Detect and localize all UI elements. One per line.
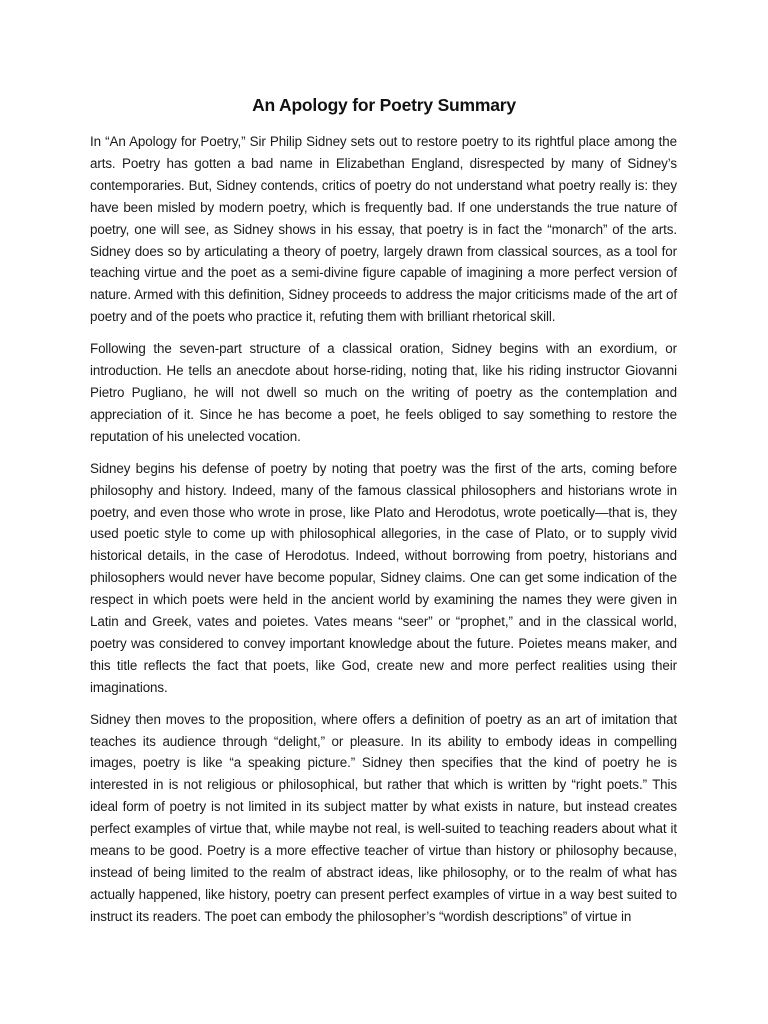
page-title: An Apology for Poetry Summary bbox=[252, 95, 516, 115]
paragraph-4: Sidney then moves to the proposition, where offers a definition of poetry as an art of imitation that teaches its audience through “delight,” or pleasure. In its ability to embody ideas in compelling images, poetry is like “a speaking picture.” Sidney then specifies that the kind of poetry he is interested in is not religious or philosophical, but rather that which is written by “right poets.” This ideal form of poetry is not limited in its subject matter by what exists in nature, but instead creates perfect examples of virtue that, while maybe not real, is well-suited to teaching readers about what it means to be good. Poetry is a more effective teacher of virtue than history or philosophy because, instead of being limited to the realm of abstract ideas, like philosophy, or to the realm of what has actually happened, like history, poetry can present perfect examples of virtue in a way best suited to instruct its readers. The poet can embody the philosopher’s “wordish descriptions” of virtue in bbox=[90, 711, 677, 924]
paragraph-2: Following the seven-part structure of a classical oration, Sidney begins with an exordium, or introduction. He tells an anecdote about horse-riding, noting that, like his riding instructor Giovanni Pietro Pugliano, he will not dwell so much on the writing of poetry as the contemplation and appreciation of it. Since he has become a poet, he feels obliged to say something to restore the reputation of his unelected vocation. bbox=[90, 341, 677, 444]
document-body bbox=[90, 131, 677, 938]
paragraph-3: Sidney begins his defense of poetry by noting that poetry was the first of the arts, coming before philosophy and history. Indeed, many of the famous classical philosophers and historians wrote in poetry, and even those who wrote in prose, like Plato and Herodotus, wrote poetically—that is, they used poetic style to come up with philosophical allegories, in the case of Plato, or to supply vivid historical details, in the case of Herodotus. Indeed, without borrowing from poetry, historians and philosophers would never have become popular, Sidney claims. One can get some indication of the respect in which poets were held in the ancient world by examining the names they were given in Latin and Greek, vates and poietes. Vates means “seer” or “prophet,” and in the classical world, poetry was considered to convey important knowledge about the future. Poietes means maker, and this title reflects the fact that poets, like God, create new and more perfect realities using their imaginations. bbox=[90, 460, 677, 695]
paragraph-1: In “An Apology for Poetry,” Sir Philip Sidney sets out to restore poetry to its rightful place among the arts. Poetry has gotten a bad name in Elizabethan England, disrespected by many of Sidney’s contemporaries. But, Sidney contends, critics of poetry do not understand what poetry really is: they have been misled by modern poetry, which is frequently bad. If one understands the true nature of poetry, one will see, as Sidney shows in his essay, that poetry is in fact the “monarch” of the arts. Sidney does so by articulating a theory of poetry, largely drawn from classical sources, as a tool for teaching virtue and the poet as a semi-divine figure capable of imagining a more perfect version of nature. Armed with this definition, Sidney proceeds to address the major criticisms made of the art of poetry and of the poets who practice it, refuting them with brilliant rhetorical skill. bbox=[90, 134, 677, 325]
